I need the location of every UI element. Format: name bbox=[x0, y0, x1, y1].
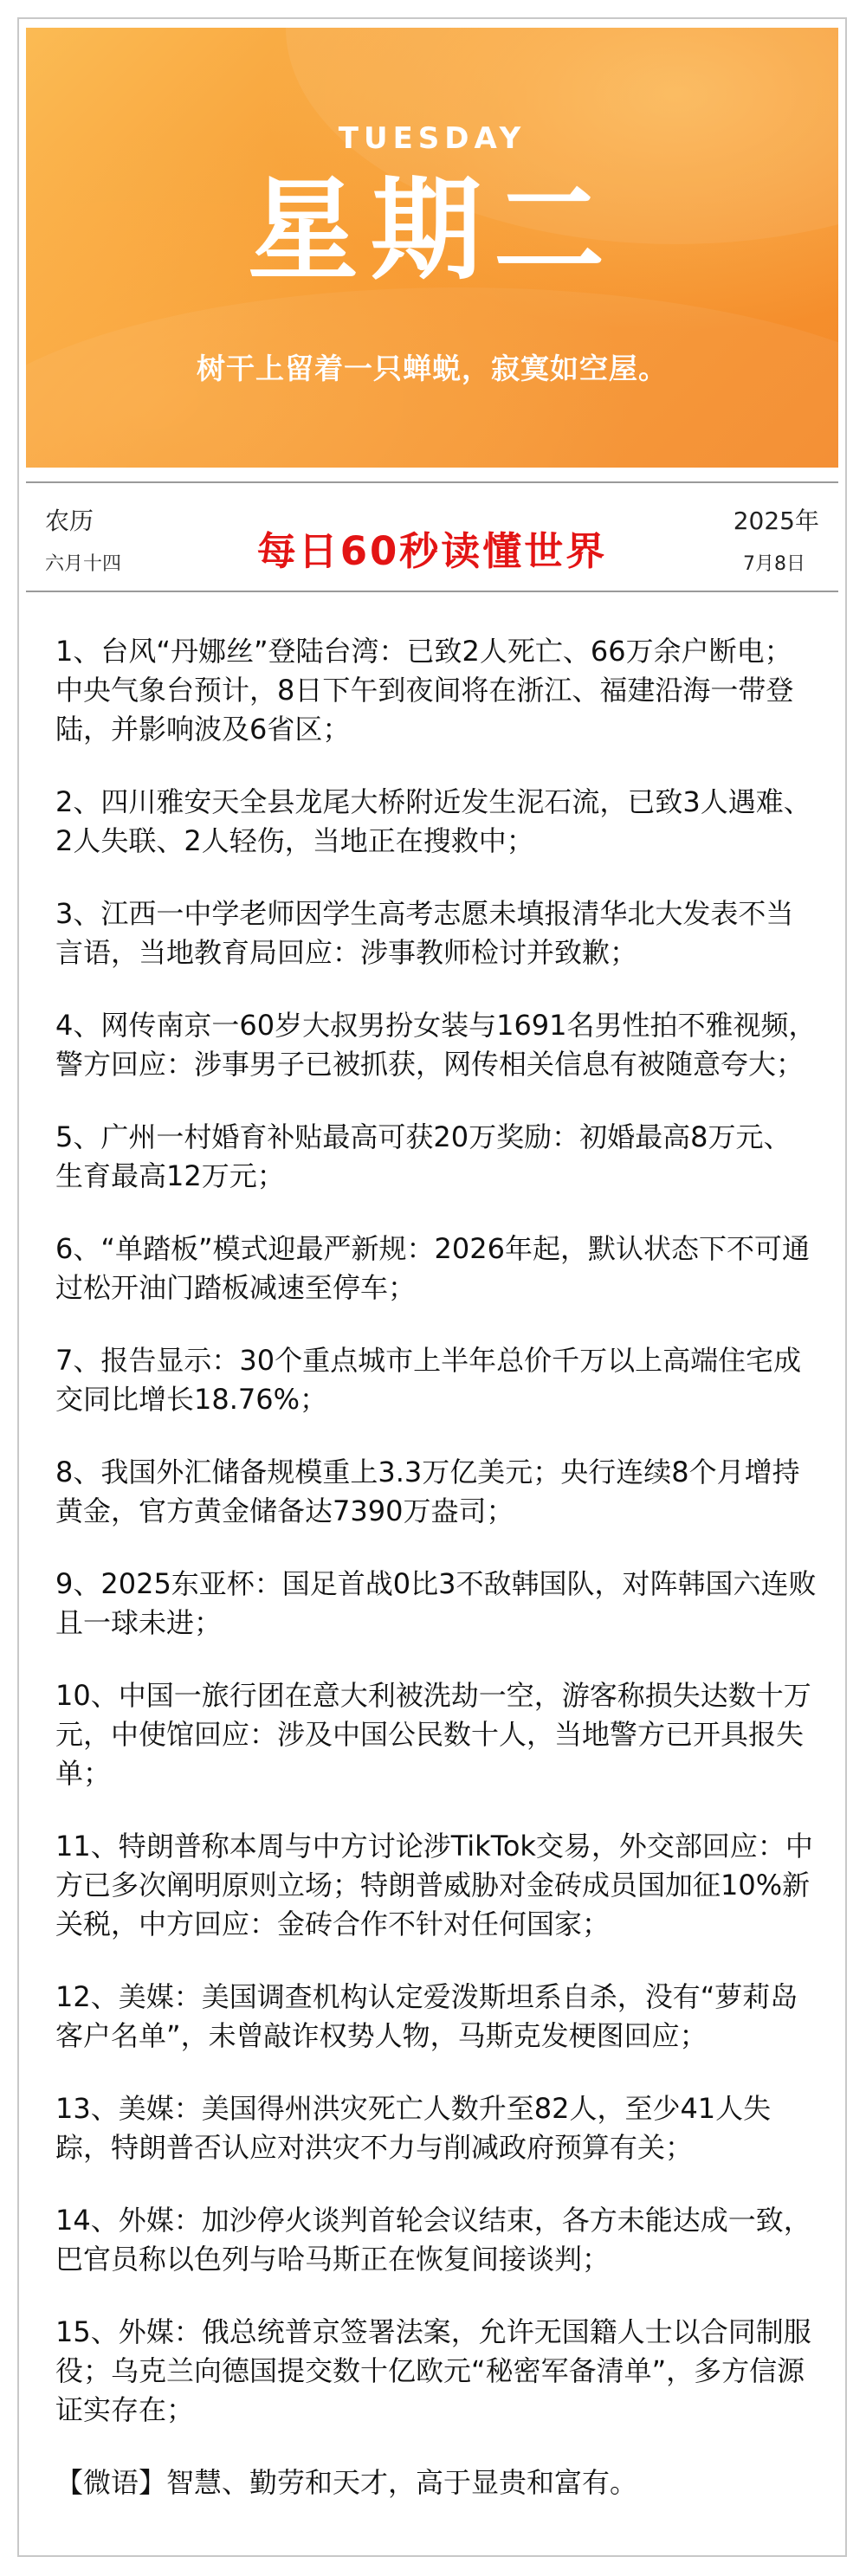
lunar-date: 六月十四 bbox=[45, 553, 122, 575]
year-label: 2025年 bbox=[733, 507, 819, 535]
weekday-banner bbox=[26, 28, 838, 468]
news-item: 14、外媒：加沙停火谈判首轮会议结束，各方未能达成一致，巴官员称以色列与哈马斯正在恢复间接谈判； bbox=[55, 2204, 811, 2276]
page-title: 每日60秒读懂世界 bbox=[256, 528, 608, 574]
news-item: 6、“单踏板”模式迎最严新规：2026年起，默认状态下不可通过松开油门踏板减速至停车； bbox=[55, 1232, 810, 1304]
header-divider-top bbox=[26, 481, 838, 483]
news-item: 10、中国一旅行团在意大利被洗劫一空，游客称损失达数十万元，中使馆回应：涉及中国公民数十人，当地警方已开具报失单； bbox=[55, 1679, 811, 1790]
news-item: 7、报告显示：30个重点城市上半年总价千万以上高端住宅成交同比增长18.76%； bbox=[55, 1344, 802, 1416]
news-item: 2、四川雅安天全县龙尾大桥附近发生泥石流，已致3人遇难、2人失联、2人轻伤，当地正在搜救中； bbox=[55, 785, 811, 857]
news-item: 11、特朗普称本周与中方讨论涉TikTok交易，外交部回应：中方已多次阐明原则立场；特朗普威胁对金砖成员国加征10%新关税，中方回应：金砖合作不针对任何国家； bbox=[55, 1830, 813, 1940]
news-list bbox=[55, 632, 818, 2502]
header-divider-bottom bbox=[26, 591, 838, 592]
news-item: 1、台风“丹娜丝”登陆台湾：已致2人死亡、66万余户断电；中央气象台预计，8日下午到夜间将在浙江、福建沿海一带登陆，并影响波及6省区； bbox=[55, 635, 794, 746]
news-item: 13、美媒：美国得州洪灾死亡人数升至82人，至少41人失踪，特朗普否认应对洪灾不力与削减政府预算有关； bbox=[55, 2092, 772, 2164]
date-label: 7月8日 bbox=[743, 553, 805, 575]
news-item: 15、外媒：俄总统普京签署法案，允许无国籍人士以合同制服役；乌克兰向德国提交数十亿欧元“秘密军备清单”，多方信源证实存在； bbox=[55, 2315, 811, 2426]
date-header bbox=[26, 492, 838, 587]
weekday-english: TUESDAY bbox=[338, 121, 527, 156]
banner-motto: 树干上留着一只蝉蜕，寂寞如空屋。 bbox=[197, 352, 668, 385]
weekday-chinese: 星期二 bbox=[247, 166, 617, 295]
news-item: 3、江西一中学老师因学生高考志愿未填报清华北大发表不当言语，当地教育局回应：涉事教师检讨并致歉； bbox=[55, 897, 794, 969]
news-item: 12、美媒：美国调查机构认定爱泼斯坦系自杀，没有“萝莉岛客户名单”，未曾敲诈权势人物，马斯克发梗图回应； bbox=[55, 1980, 798, 2052]
news-item: 5、广州一村婚育补贴最高可获20万奖励：初婚最高8万元、生育最高12万元； bbox=[55, 1120, 792, 1192]
lunar-label: 农历 bbox=[45, 507, 94, 535]
news-item: 4、网传南京一60岁大叔男扮女装与1691名男性拍不雅视频，警方回应：涉事男子已被抓获，网传相关信息有被随意夸大； bbox=[55, 1009, 817, 1081]
daily-quote: 【微语】智慧、勤劳和天才，高于显贵和富有。 bbox=[55, 2466, 638, 2499]
news-item: 9、2025东亚杯：国足首战0比3不敌韩国队，对阵韩国六连败且一球未进； bbox=[55, 1567, 817, 1639]
news-item: 8、我国外汇储备规模重上3.3万亿美元；央行连续8个月增持黄金，官方黄金储备达7390万盎司； bbox=[55, 1456, 800, 1527]
